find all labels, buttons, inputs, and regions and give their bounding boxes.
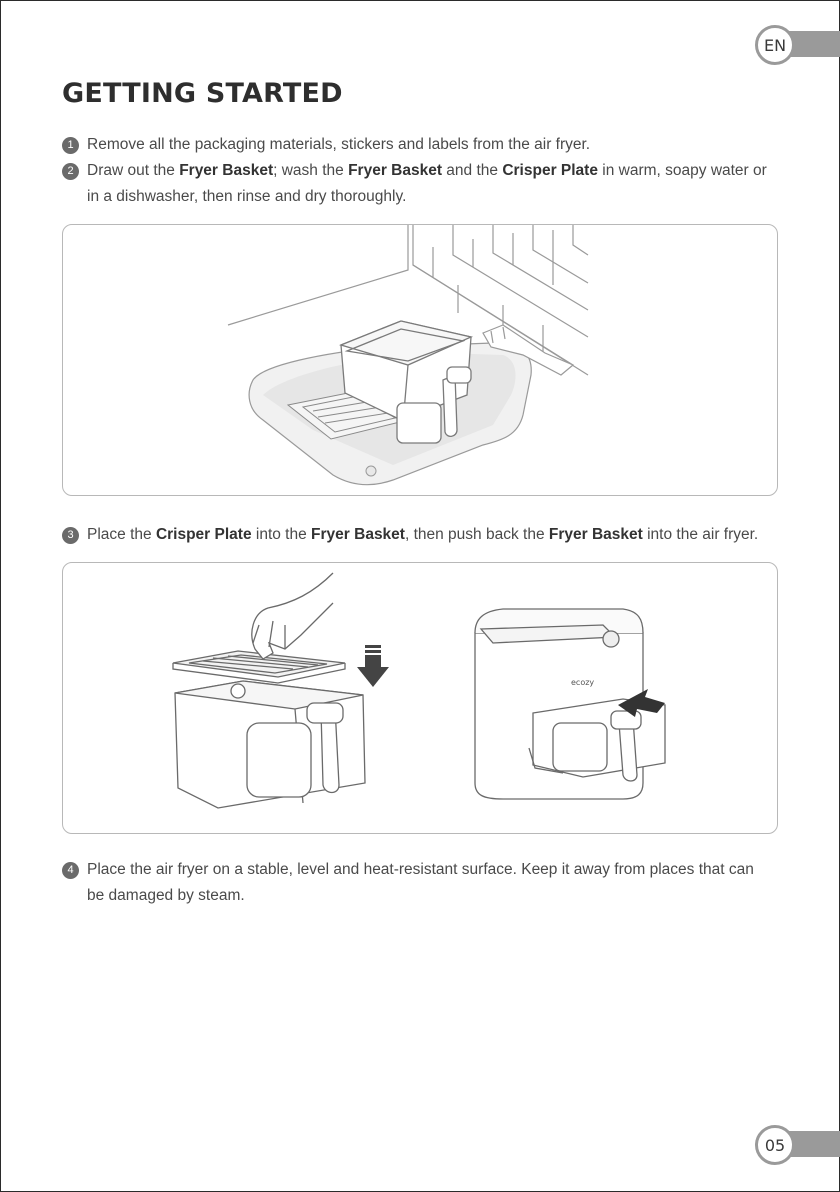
step-text-post: into the air fryer. [642,526,759,543]
step-text-pre: Place the [87,526,156,543]
step-text-line2: be damaged by steam. [87,887,245,904]
term-fryer-basket: Fryer Basket [179,162,274,179]
washing-illustration [63,225,777,495]
language-badge-label: EN [763,35,787,55]
term-crisper-plate: Crisper Plate [502,162,598,179]
page-title: GETTING STARTED [62,78,343,109]
page-number-badge [755,1125,795,1165]
step-3 [62,522,758,548]
step-4 [62,857,754,909]
step-text: Place the air fryer on a stable, level and heat-resistant surface. Keep it away from places that can [87,861,754,878]
step-text-mid: into the [251,526,312,543]
step-text: Remove all the packaging materials, stickers and labels from the air fryer. [87,136,591,153]
figure-washing [62,224,778,496]
step-text-mid: ; wash the [273,162,349,179]
step-number-badge: 1 [62,137,79,154]
step-text-post: in warm, soapy water or [597,162,767,179]
assembly-illustration [63,563,777,833]
step-2 [62,158,767,210]
term-fryer-basket: Fryer Basket [311,526,405,543]
step-1 [62,132,590,158]
page-number: 05 [764,1135,786,1155]
step-text-line2: in a dishwasher, then rinse and dry thoroughly. [87,188,407,205]
step-text-mid: and the [442,162,503,179]
language-badge [755,25,795,65]
figure-assembly [62,562,778,834]
step-number-badge: 3 [62,527,79,544]
fryer-brand-mark: ecozy [571,678,595,687]
step-text-mid: , then push back the [404,526,549,543]
step-text-pre: Draw out the [87,162,180,179]
step-number-badge: 4 [62,862,79,879]
term-fryer-basket: Fryer Basket [348,162,442,179]
term-fryer-basket: Fryer Basket [548,526,643,543]
term-crisper-plate: Crisper Plate [155,526,252,543]
step-number-badge: 2 [62,163,79,180]
